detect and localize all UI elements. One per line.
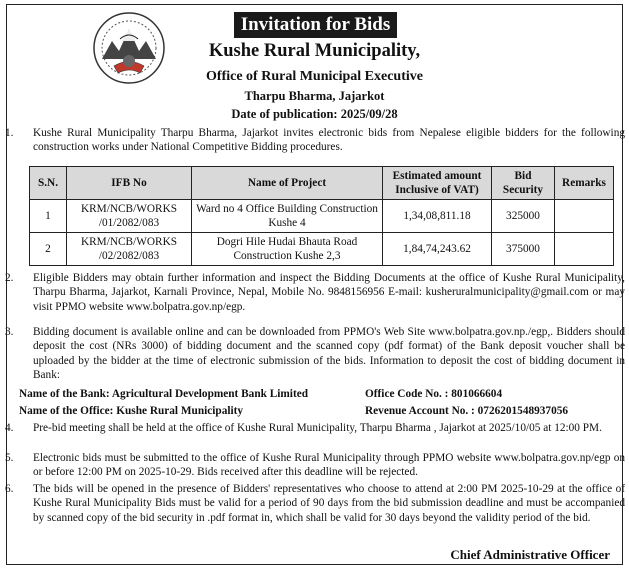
bank-office-code: Office Code No. : 801066604 [365, 388, 503, 400]
paragraph-number: 1. [5, 127, 14, 139]
paragraph-text: The bids will be opened in the presence of Bidders' representatives who choose to attend at 2:00 PM 2025-10-29 at the office of Kushe Rural Municipality Bids must be valid for a period of 90 days from the bid submission deadline and must be accompanied by scanned copy of the bid security in .pdf format in, which shall be valid for 30 days beyond the validity period of the bid. [33, 483, 625, 524]
paragraph-6 [5, 482, 625, 525]
paragraph-number: 2. [5, 272, 14, 284]
paragraph-number: 4. [5, 422, 14, 434]
paragraph-number: 5. [5, 452, 14, 464]
table-row [30, 200, 614, 233]
paragraph-text: Pre-bid meeting shall be held at the office of Kushe Rural Municipality, Tharpu Bharma , Jajarkot at 2025/10/05 at 12:00 PM. [33, 422, 602, 434]
paragraph-text: Electronic bids must be submitted to the office of Kushe Rural Municipality through PPMO website www.bolpatra.gov.np/egp on or before 12:00 PM on 2025-10-29. Bids received after this deadline will be rejected. [33, 452, 625, 479]
cell-estimated-amount: 1,84,74,243.62 [383, 233, 492, 266]
cell-bid-security: 325000 [492, 200, 555, 233]
bids-table [29, 166, 614, 266]
office-name: Office of Rural Municipal Executive [206, 69, 423, 84]
paragraph-3 [5, 325, 625, 383]
address: Tharpu Bharma, Jajarkot [244, 89, 385, 103]
signature-title: Chief Administrative Officer [450, 547, 610, 562]
table-row [30, 233, 614, 266]
paragraph-2 [5, 271, 625, 314]
header-project-name: Name of Project [192, 167, 383, 200]
paragraph-5 [5, 451, 625, 480]
paragraph-number: 3. [5, 326, 14, 338]
cell-ifb-no: KRM/NCB/WORKS /01/2082/083 [67, 200, 192, 233]
cell-project-name: Dogri Hile Hudai Bhauta Road Construction Kushe 2,3 [192, 233, 383, 266]
paragraph-text: Bidding document is available online and can be downloaded from PPMO's Web Site www.bolpatra.gov.np./egp,. Bidders should deposit the cost (NRs 3000) of bidding document and the scanned copy (pdf format) of the Bank deposit voucher shall be uploaded by the bidder at the time of electronic submission of the bids. Information to deposit the cost of bidding document in Bank: [33, 326, 625, 382]
paragraph-text: Kushe Rural Municipality Tharpu Bharma, Jajarkot invites electronic bids from Nepalese eligible bidders for the following construction works under National Competitive Bidding procedures. [33, 127, 625, 154]
bank-name: Name of the Bank: Agricultural Development Bank Limited [19, 388, 309, 400]
header-remarks: Remarks [555, 167, 614, 200]
cell-remarks [555, 233, 614, 266]
municipality-name: Kushe Rural Municipality, [208, 41, 421, 61]
invitation-banner: Invitation for Bids [234, 12, 397, 38]
revenue-account: Revenue Account No. : 0726201548937056 [365, 405, 569, 417]
cell-sn: 2 [30, 233, 67, 266]
cell-sn: 1 [30, 200, 67, 233]
header-sn: S.N. [30, 167, 67, 200]
paragraph-text: Eligible Bidders may obtain further information and inspect the Bidding Documents at the office of Kushe Rural Municipality, Tharpu Bharma, Jajarkot, Karnali Province, Nepal, Mobile No. 9848156956 E-mail: kusheruralmunicipality@gmail.com or may visit PPMO website www.bolpatra.gov.np/egp. [33, 272, 625, 313]
paragraph-1 [5, 126, 625, 155]
cell-remarks [555, 200, 614, 233]
header-bid-security: Bid Security [492, 167, 555, 200]
cell-ifb-no: KRM/NCB/WORKS /02/2082/083 [67, 233, 192, 266]
office-name-bank: Name of the Office: Kushe Rural Municipality [19, 405, 244, 417]
paragraph-number: 6. [5, 483, 14, 495]
table-header-row [30, 167, 614, 200]
publication-date: Date of publication: 2025/09/28 [231, 107, 398, 121]
cell-bid-security: 375000 [492, 233, 555, 266]
cell-project-name: Ward no 4 Office Building Construction Kushe 4 [192, 200, 383, 233]
notice-page [6, 4, 623, 565]
header-estimated-amount: Estimated amount Inclusive of VAT) [383, 167, 492, 200]
header-ifb-no: IFB No [67, 167, 192, 200]
cell-estimated-amount: 1,34,08,811.18 [383, 200, 492, 233]
paragraph-4 [5, 421, 625, 435]
